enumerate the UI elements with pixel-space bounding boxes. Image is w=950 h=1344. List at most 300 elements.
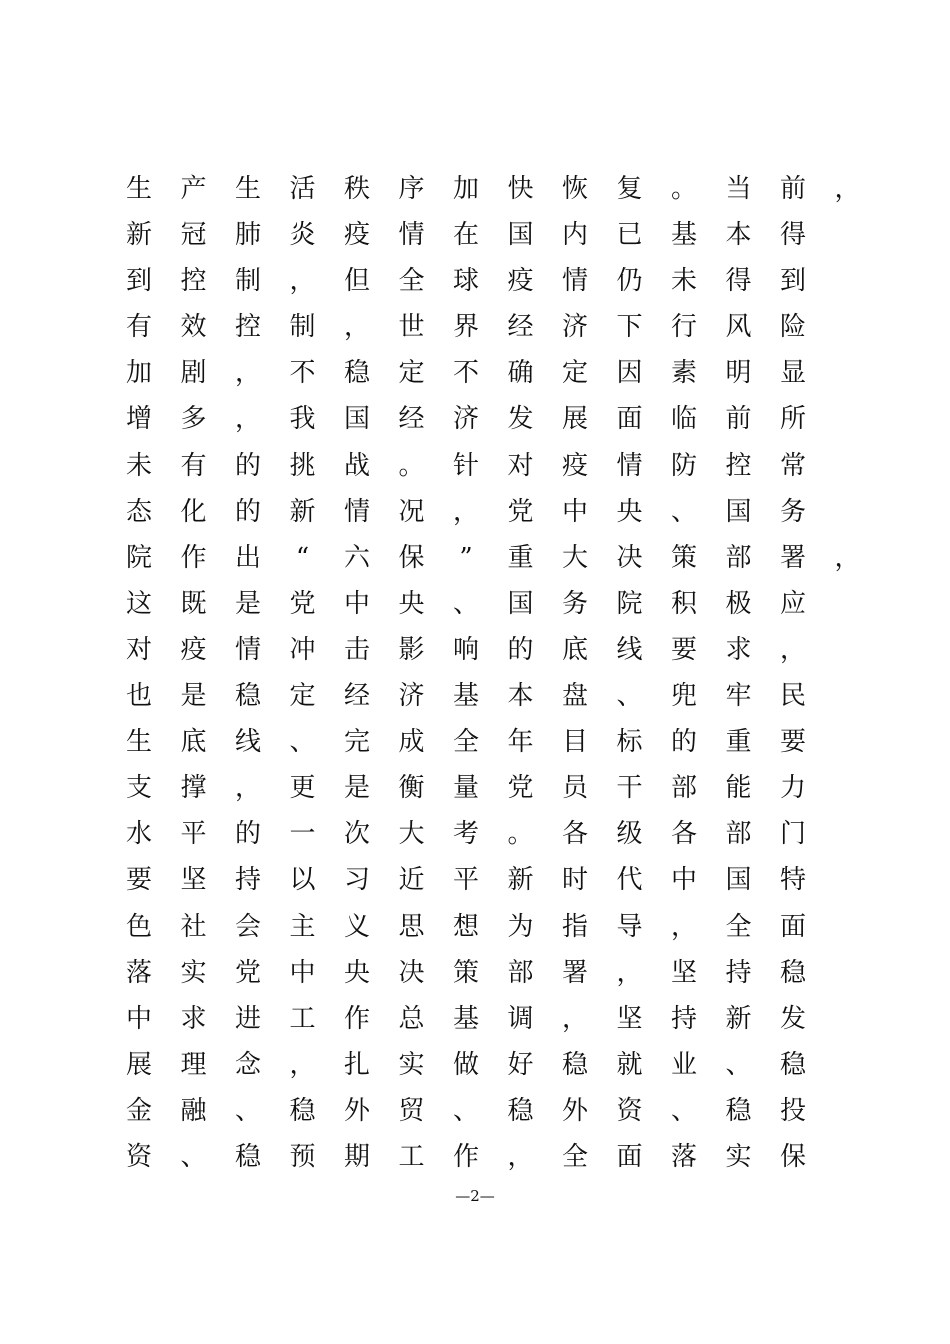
text-char: 临 xyxy=(670,404,697,435)
text-char: 务 xyxy=(561,588,588,619)
text-char: ， xyxy=(234,358,261,389)
text-char: 炎 xyxy=(289,220,316,251)
text-char: 面 xyxy=(616,1141,643,1172)
text-char: 济 xyxy=(561,312,588,343)
text-char: 党 xyxy=(507,496,534,527)
text-char: 常 xyxy=(779,450,806,481)
text-char: 扎 xyxy=(343,1049,370,1080)
text-char: 义 xyxy=(343,911,370,942)
text-char: 生 xyxy=(234,174,261,204)
text-line xyxy=(112,350,852,396)
text-char: 署 xyxy=(561,957,588,988)
text-char: 秩 xyxy=(343,174,370,204)
text-char: 要 xyxy=(779,727,806,758)
text-char: 剧 xyxy=(180,358,207,389)
text-char: 情 xyxy=(561,266,588,297)
text-char: 是 xyxy=(180,681,207,712)
text-char: 击 xyxy=(343,634,370,665)
text-char: 肺 xyxy=(234,220,261,251)
text-char: 指 xyxy=(561,911,588,942)
text-char: 本 xyxy=(725,220,752,251)
text-char: 不 xyxy=(289,358,316,389)
text-line xyxy=(112,765,852,811)
text-char: 产 xyxy=(180,174,207,204)
text-char: 干 xyxy=(616,773,643,804)
text-char: ， xyxy=(834,542,861,573)
text-char: 中 xyxy=(289,957,316,988)
text-char: ， xyxy=(670,911,697,942)
text-char: 国 xyxy=(725,496,752,527)
text-char: 未 xyxy=(670,266,697,297)
page-number: —2— xyxy=(455,1187,495,1205)
text-char: 国 xyxy=(507,220,534,251)
text-char: 外 xyxy=(343,1095,370,1126)
text-char: 导 xyxy=(616,911,643,942)
text-char: 经 xyxy=(398,404,425,435)
text-char: 基 xyxy=(452,1003,479,1034)
text-char: 特 xyxy=(779,865,806,896)
text-char: 工 xyxy=(398,1141,425,1172)
text-char: 大 xyxy=(398,819,425,850)
text-char: 决 xyxy=(616,542,643,573)
text-char: 内 xyxy=(561,220,588,251)
text-char: 中 xyxy=(561,496,588,527)
text-char: 战 xyxy=(343,450,370,481)
text-char: 党 xyxy=(234,957,261,988)
text-char: 能 xyxy=(725,773,752,804)
text-char: 冲 xyxy=(289,634,316,665)
text-char: 考 xyxy=(452,819,479,850)
text-line xyxy=(112,673,852,719)
text-char: 平 xyxy=(452,865,479,896)
text-char: 多 xyxy=(180,404,207,435)
text-char: 展 xyxy=(561,404,588,435)
text-char: 冠 xyxy=(180,220,207,251)
text-char: 平 xyxy=(180,819,207,850)
text-char: 时 xyxy=(561,865,588,896)
text-char: 金 xyxy=(125,1095,152,1126)
text-char: 有 xyxy=(125,312,152,343)
text-char: 水 xyxy=(125,819,152,850)
text-char: 资 xyxy=(125,1141,152,1172)
text-char: 目 xyxy=(561,727,588,758)
text-char: 色 xyxy=(125,911,152,942)
text-char: 展 xyxy=(125,1049,152,1080)
text-char: 新 xyxy=(289,496,316,527)
text-line xyxy=(112,950,852,996)
text-char: 复 xyxy=(616,174,643,204)
text-char: 级 xyxy=(616,819,643,850)
text-char: 对 xyxy=(125,634,152,665)
text-char: 下 xyxy=(616,312,643,343)
text-char: 化 xyxy=(180,496,207,527)
text-char: 资 xyxy=(616,1095,643,1126)
text-char: 情 xyxy=(616,450,643,481)
text-char: 活 xyxy=(289,174,316,204)
text-char: 落 xyxy=(125,957,152,988)
text-char: 、 xyxy=(452,1095,479,1126)
text-char: 是 xyxy=(343,773,370,804)
text-char: 门 xyxy=(779,819,806,850)
text-char: 态 xyxy=(125,496,152,527)
text-char: 的 xyxy=(234,819,261,850)
text-char: 作 xyxy=(343,1003,370,1034)
text-char: 新 xyxy=(507,865,534,896)
text-char: 的 xyxy=(234,450,261,481)
text-char: 部 xyxy=(725,819,752,850)
text-char: 做 xyxy=(452,1049,479,1080)
text-char: 已 xyxy=(616,220,643,251)
text-line xyxy=(112,212,852,258)
text-char: 效 xyxy=(180,312,207,343)
text-char: 世 xyxy=(398,312,425,343)
text-char: 民 xyxy=(779,681,806,712)
text-char: 衡 xyxy=(398,773,425,804)
text-line xyxy=(112,1134,852,1180)
text-line xyxy=(112,996,852,1042)
text-line xyxy=(112,811,852,857)
text-char: 得 xyxy=(779,220,806,251)
text-char: 稳 xyxy=(234,1141,261,1172)
text-char: 工 xyxy=(289,1003,316,1034)
text-char: 但 xyxy=(343,266,370,297)
text-char: 院 xyxy=(125,542,152,573)
text-char: 到 xyxy=(779,266,806,297)
text-line xyxy=(112,443,852,489)
text-char: 、 xyxy=(289,727,316,758)
text-char: 挑 xyxy=(289,450,316,481)
text-char: 六 xyxy=(343,542,370,573)
text-char: 济 xyxy=(398,681,425,712)
text-char: 对 xyxy=(507,450,534,481)
text-char: 牢 xyxy=(725,681,752,712)
text-char: 面 xyxy=(779,911,806,942)
text-line xyxy=(112,581,852,627)
text-char: 防 xyxy=(670,450,697,481)
text-char: 各 xyxy=(561,819,588,850)
text-char: 疫 xyxy=(343,220,370,251)
text-char: 国 xyxy=(725,865,752,896)
text-char: 部 xyxy=(725,542,752,573)
text-char: 求 xyxy=(180,1003,207,1034)
text-char: 底 xyxy=(180,727,207,758)
text-line xyxy=(112,1042,852,1088)
text-char: 加 xyxy=(125,358,152,389)
text-char: 有 xyxy=(180,450,207,481)
text-char: 坚 xyxy=(180,865,207,896)
text-char: 加 xyxy=(452,174,479,204)
text-char: ， xyxy=(234,773,261,804)
text-char: ， xyxy=(343,312,370,343)
text-char: 前 xyxy=(779,174,806,204)
text-char: ” xyxy=(459,542,473,573)
text-char: 署 xyxy=(779,542,806,573)
text-char: 、 xyxy=(725,1049,752,1080)
text-char: 策 xyxy=(452,957,479,988)
text-char: 实 xyxy=(180,957,207,988)
text-char: 成 xyxy=(398,727,425,758)
text-char: 国 xyxy=(507,588,534,619)
text-char: 。 xyxy=(507,819,534,850)
text-line xyxy=(112,489,852,535)
text-char: 经 xyxy=(507,312,534,343)
text-char: 保 xyxy=(398,542,425,573)
text-char: 响 xyxy=(452,634,479,665)
text-char: ， xyxy=(289,266,316,297)
text-char: 我 xyxy=(289,404,316,435)
text-char: 部 xyxy=(670,773,697,804)
text-char: 在 xyxy=(452,220,479,251)
text-char: 稳 xyxy=(343,358,370,389)
text-char: 理 xyxy=(180,1049,207,1080)
text-char: 发 xyxy=(507,404,534,435)
text-char: 显 xyxy=(779,358,806,389)
text-char: 中 xyxy=(343,588,370,619)
text-char: 好 xyxy=(507,1049,534,1080)
text-char: 预 xyxy=(289,1141,316,1172)
text-char: 持 xyxy=(234,865,261,896)
text-char: 也 xyxy=(125,681,152,712)
text-line xyxy=(112,719,852,765)
text-char: 部 xyxy=(507,957,534,988)
text-char: 年 xyxy=(507,727,534,758)
text-char: 央 xyxy=(616,496,643,527)
text-char: 因 xyxy=(616,358,643,389)
text-line xyxy=(112,627,852,673)
text-char: 制 xyxy=(289,312,316,343)
text-char: 标 xyxy=(616,727,643,758)
text-char: 应 xyxy=(779,588,806,619)
text-char: 、 xyxy=(234,1095,261,1126)
text-char: 线 xyxy=(234,727,261,758)
text-char: 发 xyxy=(779,1003,806,1034)
text-char: 次 xyxy=(343,819,370,850)
text-char: 定 xyxy=(289,681,316,712)
text-char: 念 xyxy=(234,1049,261,1080)
text-char: ， xyxy=(234,404,261,435)
text-char: 重 xyxy=(725,727,752,758)
text-char: 会 xyxy=(234,911,261,942)
text-char: 完 xyxy=(343,727,370,758)
text-char: 基 xyxy=(452,681,479,712)
text-char: 、 xyxy=(452,588,479,619)
text-char: 全 xyxy=(398,266,425,297)
text-char: 实 xyxy=(725,1141,752,1172)
text-char: 增 xyxy=(125,404,152,435)
text-char: 坚 xyxy=(670,957,697,988)
text-char: 稳 xyxy=(561,1049,588,1080)
text-char: 确 xyxy=(507,358,534,389)
text-char: 底 xyxy=(561,634,588,665)
text-char: 线 xyxy=(616,634,643,665)
text-char: 要 xyxy=(670,634,697,665)
text-char: 进 xyxy=(234,1003,261,1034)
text-char: 稳 xyxy=(779,957,806,988)
text-char: 持 xyxy=(670,1003,697,1034)
text-char: 明 xyxy=(725,358,752,389)
text-line xyxy=(112,1088,852,1134)
text-char: 思 xyxy=(398,911,425,942)
text-char: 贸 xyxy=(398,1095,425,1126)
text-char: 决 xyxy=(398,957,425,988)
text-char: 到 xyxy=(125,266,152,297)
text-char: 融 xyxy=(180,1095,207,1126)
text-char: 投 xyxy=(779,1095,806,1126)
text-char: 全 xyxy=(452,727,479,758)
text-char: 是 xyxy=(234,588,261,619)
text-char: 、 xyxy=(616,681,643,712)
text-char: 恢 xyxy=(561,174,588,204)
text-char: 所 xyxy=(779,404,806,435)
text-char: 情 xyxy=(234,634,261,665)
text-char: 素 xyxy=(670,358,697,389)
text-char: 坚 xyxy=(616,1003,643,1034)
text-char: 面 xyxy=(616,404,643,435)
text-char: 院 xyxy=(616,588,643,619)
text-char: 社 xyxy=(180,911,207,942)
text-char: 疫 xyxy=(180,634,207,665)
text-char: 序 xyxy=(398,174,425,204)
text-char: 兜 xyxy=(670,681,697,712)
text-char: 界 xyxy=(452,312,479,343)
text-char: 积 xyxy=(670,588,697,619)
text-char: 稳 xyxy=(234,681,261,712)
text-char: 近 xyxy=(398,865,425,896)
text-char: 生 xyxy=(125,174,152,204)
text-char: 行 xyxy=(670,312,697,343)
text-char: 保 xyxy=(779,1141,806,1172)
text-char: 的 xyxy=(234,496,261,527)
text-char: 前 xyxy=(725,404,752,435)
text-char: 持 xyxy=(725,957,752,988)
text-char: 要 xyxy=(125,865,152,896)
text-char: 的 xyxy=(670,727,697,758)
text-char: 重 xyxy=(507,542,534,573)
text-char: 央 xyxy=(343,957,370,988)
text-char: 针 xyxy=(452,450,479,481)
text-char: 当 xyxy=(725,174,752,204)
text-char: 更 xyxy=(289,773,316,804)
text-char: ， xyxy=(507,1141,534,1172)
text-char: 党 xyxy=(507,773,534,804)
text-char: 。 xyxy=(398,450,425,481)
text-char: 控 xyxy=(725,450,752,481)
text-char: 这 xyxy=(125,588,152,619)
text-char: 期 xyxy=(343,1141,370,1172)
text-char: ， xyxy=(289,1049,316,1080)
text-char: 就 xyxy=(616,1049,643,1080)
text-char: 习 xyxy=(343,865,370,896)
text-char: 大 xyxy=(561,542,588,573)
text-char: 出 xyxy=(234,542,261,573)
text-char: 生 xyxy=(125,727,152,758)
text-char: 党 xyxy=(289,588,316,619)
text-line xyxy=(112,535,861,581)
text-char: 定 xyxy=(561,358,588,389)
text-char: 既 xyxy=(180,588,207,619)
text-char: 全 xyxy=(725,911,752,942)
text-char: ， xyxy=(834,174,861,204)
text-char: 影 xyxy=(398,634,425,665)
text-char: 本 xyxy=(507,681,534,712)
text-line xyxy=(112,166,861,212)
text-char: 中 xyxy=(125,1003,152,1034)
text-char: 作 xyxy=(180,542,207,573)
text-char: 控 xyxy=(180,266,207,297)
text-char: 量 xyxy=(452,773,479,804)
text-char: 风 xyxy=(725,312,752,343)
text-char: “ xyxy=(295,542,310,573)
text-char: ， xyxy=(561,1003,588,1034)
text-char: 基 xyxy=(670,220,697,251)
text-char: 主 xyxy=(289,911,316,942)
text-char: 、 xyxy=(670,496,697,527)
text-char: 情 xyxy=(398,220,425,251)
text-char: 撑 xyxy=(180,773,207,804)
text-char: 定 xyxy=(398,358,425,389)
text-char: 外 xyxy=(561,1095,588,1126)
text-char: 、 xyxy=(180,1141,207,1172)
text-char: 济 xyxy=(452,404,479,435)
text-char: 支 xyxy=(125,773,152,804)
text-char: 仍 xyxy=(616,266,643,297)
text-char: 各 xyxy=(670,819,697,850)
text-char: 极 xyxy=(725,588,752,619)
text-char: 以 xyxy=(289,865,316,896)
text-char: 为 xyxy=(507,911,534,942)
text-line xyxy=(112,396,852,442)
text-char: 的 xyxy=(507,634,534,665)
text-char: 稳 xyxy=(289,1095,316,1126)
text-char: 中 xyxy=(670,865,697,896)
text-char: 代 xyxy=(616,865,643,896)
text-char: 全 xyxy=(561,1141,588,1172)
text-char: 得 xyxy=(725,266,752,297)
text-line xyxy=(112,904,852,950)
text-char: 员 xyxy=(561,773,588,804)
text-char: 务 xyxy=(779,496,806,527)
text-char: 稳 xyxy=(725,1095,752,1126)
text-char: 国 xyxy=(343,404,370,435)
text-line xyxy=(112,857,852,903)
text-char: 经 xyxy=(343,681,370,712)
text-char: 控 xyxy=(234,312,261,343)
text-char: 不 xyxy=(452,358,479,389)
text-char: 新 xyxy=(725,1003,752,1034)
text-char: ， xyxy=(779,634,806,665)
text-char: 险 xyxy=(779,312,806,343)
text-char: 未 xyxy=(125,450,152,481)
text-char: 策 xyxy=(670,542,697,573)
text-char: 快 xyxy=(507,174,534,204)
text-char: 作 xyxy=(452,1141,479,1172)
text-char: 新 xyxy=(125,220,152,251)
text-char: 况 xyxy=(398,496,425,527)
text-char: 球 xyxy=(452,266,479,297)
text-char: 稳 xyxy=(779,1049,806,1080)
text-line xyxy=(112,258,852,304)
text-char: 疫 xyxy=(561,450,588,481)
text-char: 求 xyxy=(725,634,752,665)
text-char: 想 xyxy=(452,911,479,942)
text-char: 业 xyxy=(670,1049,697,1080)
text-char: ， xyxy=(452,496,479,527)
text-char: 。 xyxy=(670,174,697,204)
text-char: 盘 xyxy=(561,681,588,712)
text-char: 央 xyxy=(398,588,425,619)
text-char: 稳 xyxy=(507,1095,534,1126)
text-char: 、 xyxy=(670,1095,697,1126)
